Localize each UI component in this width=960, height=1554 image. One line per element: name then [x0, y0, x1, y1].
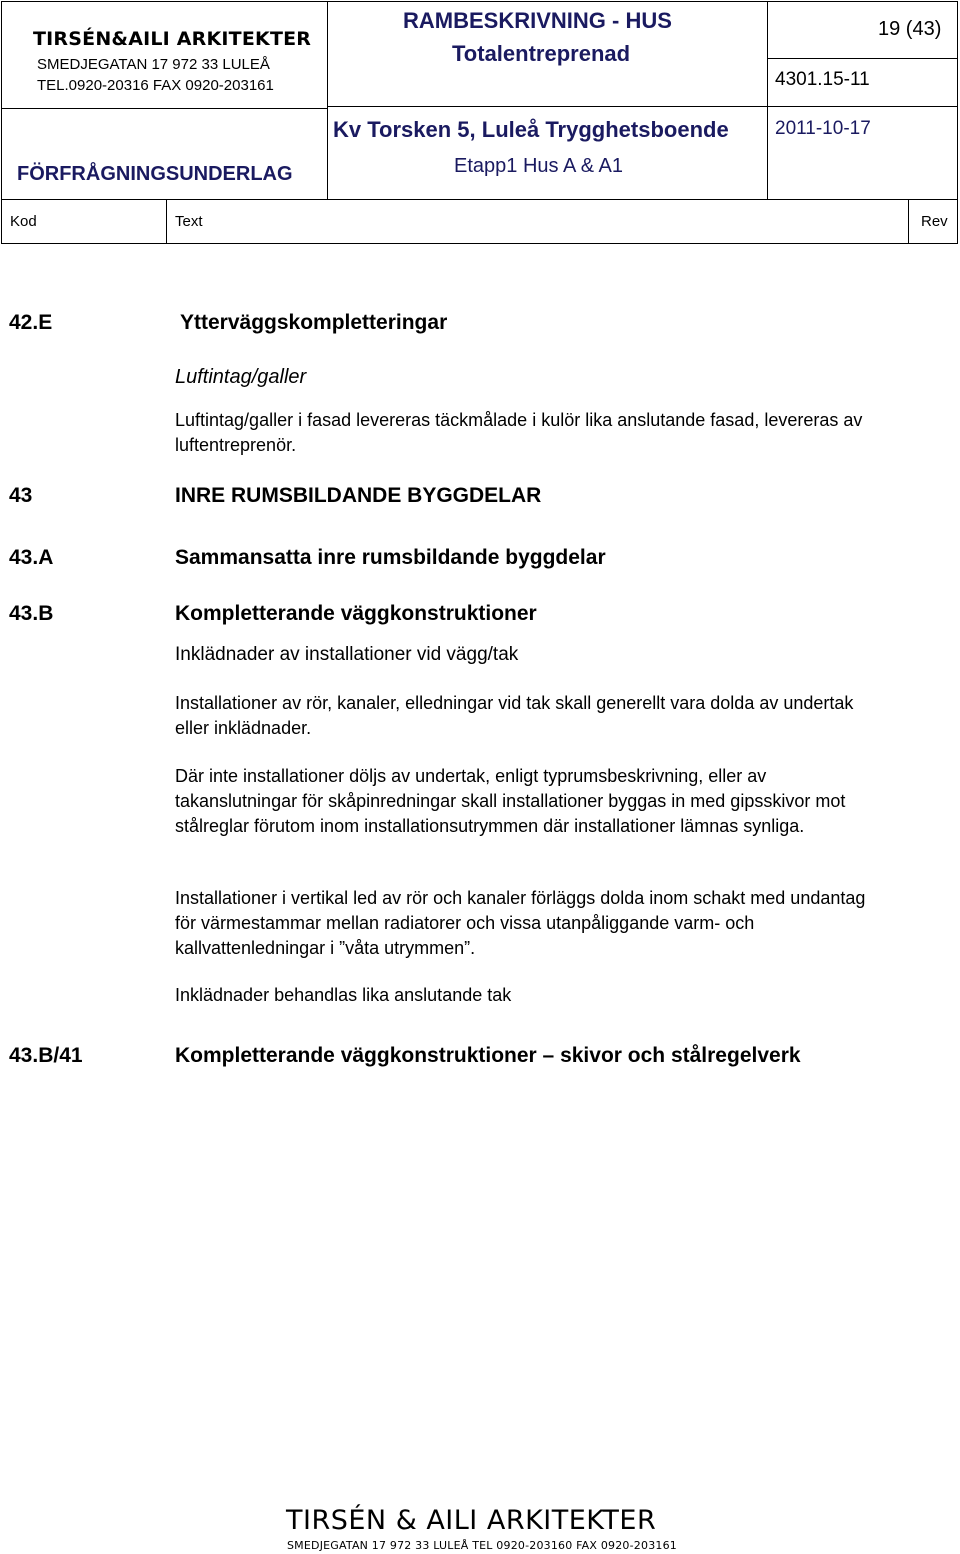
header-divider-kod: [166, 199, 167, 244]
header-divider-2: [767, 1, 768, 199]
firm-address: SMEDJEGATAN 17 972 33 LULEÅ: [37, 56, 270, 73]
header-rule-title: [327, 106, 958, 107]
section-code-43a: 43.A: [9, 546, 54, 569]
header-rule-columns: [1, 199, 958, 200]
doc-subtitle: Totalentreprenad: [452, 41, 631, 66]
project-name: Kv Torsken 5, Luleå Trygghetsboende: [333, 117, 729, 142]
paragraph-inkladnader-behandlas: Inklädnader behandlas lika anslutande tak: [175, 985, 512, 1005]
doc-type: FÖRFRÅGNINGSUNDERLAG: [17, 163, 293, 185]
section-title-43a: Sammansatta inre rumsbildande byggdelar: [175, 546, 606, 569]
section-code-43: 43: [9, 484, 33, 507]
doc-date: 2011-10-17: [775, 118, 871, 139]
section-title-43: INRE RUMSBILDANDE BYGGDELAR: [175, 484, 542, 507]
paragraph-installationer-vertikal: Installationer i vertikal led av rör och kanaler förläggs dolda inom schakt med undantag för värmestammar mellan radiatorer och vissa utanpåliggande varm- och kallvattenledningar i ”våta utrymmen”.: [175, 888, 866, 958]
section-title-43b: Kompletterande väggkonstruktioner: [175, 602, 537, 625]
firm-name: TIRSÉN&AILI ARKITEKTER: [33, 28, 312, 50]
paragraph-installationer-doljs: Där inte installationer döljs av undertak, enligt typrumsbeskrivning, eller av takanslutningar för skåpinredningar skall installationer byggas in med gipsskivor mot stålreglar förutom inom installationsutrymmen där installationer lämnas synliga.: [175, 766, 846, 836]
page-number: 19 (43): [878, 18, 942, 40]
column-rev: Rev: [921, 213, 948, 230]
project-number: 4301.15-11: [775, 69, 870, 90]
column-text: Text: [175, 213, 203, 230]
header-border-top: [1, 1, 958, 2]
header-border-left: [1, 1, 2, 244]
footer-firm-address: SMEDJEGATAN 17 972 33 LULEÅ TEL 0920-203160 FAX 0920-203161: [287, 1539, 677, 1552]
header-border-bottom: [1, 243, 958, 244]
section-code-42e: 42.E: [9, 311, 53, 334]
doc-title: RAMBESKRIVNING - HUS: [403, 8, 672, 33]
section-code-43b: 43.B: [9, 602, 54, 625]
paragraph-luftintag: Luftintag/galler i fasad levereras täckmålade i kulör lika anslutande fasad, levereras av luftentreprenör.: [175, 410, 863, 455]
footer-firm-name: TIRSÉN & AILI ARKITEKTER: [286, 1505, 657, 1536]
header-border-right: [957, 1, 958, 244]
subsection-title-inkladnader: Inklädnader av installationer vid vägg/tak: [175, 644, 519, 665]
firm-phone: TEL.0920-20316 FAX 0920-203161: [37, 77, 274, 94]
section-title-42e: Ytterväggskompletteringar: [180, 311, 448, 334]
header-divider-rev: [908, 199, 909, 244]
header-rule-page: [767, 58, 958, 59]
section-title-43b41: Kompletterande väggkonstruktioner – skivor och stålregelverk: [175, 1044, 801, 1067]
header-divider-1: [327, 1, 328, 199]
subsection-title-luftintag: Luftintag/galler: [175, 366, 307, 388]
section-code-43b41: 43.B/41: [9, 1044, 83, 1067]
column-kod: Kod: [10, 213, 37, 230]
paragraph-installationer-tak: Installationer av rör, kanaler, elledningar vid tak skall generellt vara dolda av undertak eller inklädnader.: [175, 693, 854, 738]
header-rule-firm: [1, 108, 327, 109]
stage: Etapp1 Hus A & A1: [454, 155, 624, 177]
